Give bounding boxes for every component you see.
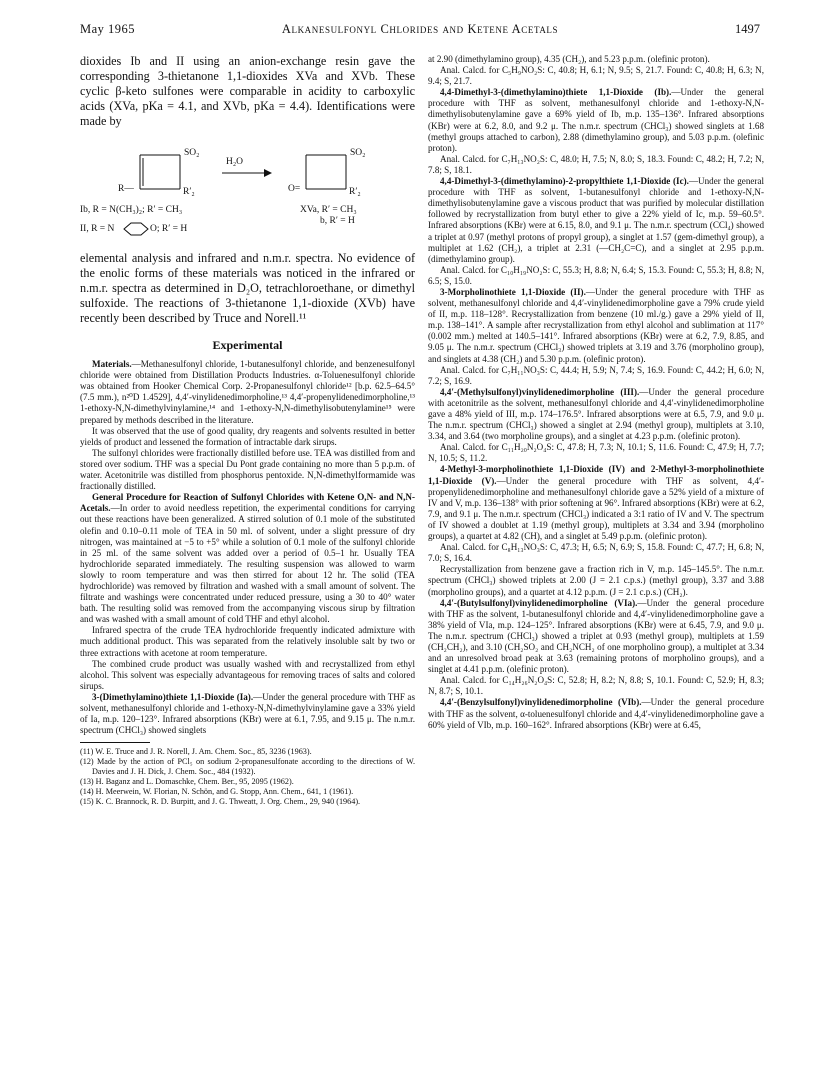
analysis-iv: Anal. Calcd. for C₈H₁₃NO₃S: C, 47.3; H, 6.5; N, 6.9; S, 15.8. Found: C, 47.7; H, 6.8; N, 7.0; S, 16.4. (428, 542, 764, 564)
intro-paragraph: dioxides Ib and II using an anion-exchange resin gave the corresponding 3-thietanone 1,1-dioxides XVa and XVb. These cyclic β-keto sulfones were comparable in acidity to carboxylic acids (XVa, pKa = 4.1, and XVb, pKa = 4.4). Identifications were made by (80, 54, 415, 128)
general-procedure-text: —In order to avoid needless repetition, the experimental conditions for carrying out these reactions have been generalized. A stirred solution of 0.1 mole of the substituted olefin and 0.10–0.11 mole of TEA in 50 ml. of solvent, under a slight pressure of dry nitrogen, was maintained at −5 to +5° while a solution of 0.1 mole of the sulfonyl chloride in 25 ml. of the same solvent was added over a period of 0.5–1 hr. Usually TEA hydrochloride separated immediately. The resulting suspension was allowed to warm slowly to room temperature and was then stirred for about 12 hr. The solid (TEA hydrochloride) was removed by filtration and washed with a small amount of solvent. The filtrate and washings were concentrated under reduced pressure, using a 30 to 40° water bath. The resulting solid was removed from the accompanying viscous sirup by filtration and was washed with a small amount of cold THF and ethyl alcohol. (80, 503, 415, 625)
compound-iv-v-text: —Under the general procedure with THF as solvent, 4,4′-propenylidenedimorpholine and methanesulfonyl chloride gave a 52% yield of a mixture of IV and V, m.p. 136–138° with prior softening at 96°. Infrared absorptions (KBr) were at 6.2, 7.9, and 9.1 μ. The n.m.r. spectrum (CHCl₃) indicated a 3:1 ratio of IV and V. The spectrum of IV showed a doublet at 1.19 (methyl group), multiplets at 3.34 and 3.94 (morpholino groups), a quartet at 4.82 (CH), and a singlet at 5.49 p.p.m. (olefinic proton). (428, 475, 765, 542)
compound-via-text: —Under the general procedure with THF as the solvent, 1-butanesulfonyl chloride and 4,4′-vinylidenedimorpholine gave a 38% yield of VIa, m.p. 124–125°. Infrared absorptions (KBr) were at 6.45, 7.9, and 9.0 μ. The n.m.r. spectrum (CHCl₃) showed a triplet at 0.93 (methyl group), multiplets at 1.59 (CH₂CH₂), and 3.10 (CH₂SO₂ and CH₂NCH₂ of one morpholino group), a multiplet at 3.34 and an unresolved broad peak at 3.63 (remaining protons of morpholino groups), and a singlet at 4.41 p.p.m. (olefinic proton). (428, 597, 765, 675)
compound-ic-text: —Under the general procedure with THF as solvent, 1-butanesulfonyl chloride and 1-ethoxy-N,N-dimethylisobutenylamine gave a viscous product that was purified by molecular distillation followed by recrystallization from butyl ether to give a 22% yield of Ic, m.p. 59–60.5°. Infrared absorptions (KBr) were at 6.15, 8.0, and 9.1 μ. The n.m.r. spectrum (CCl₄) showed a triplet at 0.97 (methyl protons of propyl group), a singlet at 1.57 (gem-dimethyl group), a multiplet at 1.62 (CH₂), a triplet at 2.31 (—CH₂C=C), and a singlet at 2.95 p.p.m. (dimethylamino group). (428, 176, 764, 264)
continued-paragraph: at 2.90 (dimethylamino group), 4.35 (CH₂), and 5.23 p.p.m. (olefinic proton). (428, 54, 710, 64)
compound-ii-label-b: O; R′ = H (150, 224, 188, 234)
compound-xvb-label: b, R′ = H (320, 216, 355, 226)
header-date: May 1965 (80, 22, 136, 36)
reaction-scheme (80, 135, 415, 245)
footnote-rule (80, 742, 150, 743)
compound-ii-paragraph (428, 287, 764, 365)
recrystallization-paragraph: Recrystallization from benzene gave a fraction rich in V, m.p. 145–145.5°. The n.m.r. spectrum (CHCl₃) showed triplets at 2.00 (J = 2.1 c.p.s.) (methyl group), 3.37 and 3.88 (morpholino groups), and a quartet at 4.12 p.p.m. (J = 2.1 c.p.s.) (CH₂). (428, 564, 764, 597)
compound-vib-text: —Under the general procedure with THF as the solvent, α-toluenesulfonyl chloride and 4,4′-vinylidenedimorpholine gave a 60% yield of VIb, m.p. 160–162°. Infrared absorptions (KBr) were at 6.45, (428, 697, 764, 730)
compound-ia-heading: 3-(Dimethylamino)thiete 1,1-Dioxide (Ia). (92, 691, 254, 702)
conclusion-paragraph: elemental analysis and infrared and n.m.r. spectra. No evidence of the enolic forms of these materials was noticed in the infrared or n.m.r. spectra as determined in D₂O, tetrachloroethane, or dimethyl sulfoxide. The reactions of 3-thietanone 1,1-dioxide (XVb) have recently been described by Truce and Norell.¹¹ (80, 251, 415, 325)
compound-ic-heading: 4,4-Dimethyl-3-(dimethylamino)-2-propylthiete 1,1-Dioxide (Ic). (440, 176, 689, 187)
materials-paragraph (80, 359, 415, 426)
compound-via-heading: 4,4′-(Butylsulfonyl)vinylidenedimorpholine (VIa). (440, 597, 638, 608)
compound-iii-heading: 4,4′-(Methylsulfonyl)vinylidenedimorpholine (III). (440, 386, 640, 397)
compound-iv-v-heading: 4-Methyl-3-morpholinothiete 1,1-Dioxide (IV) and 2-Methyl-3-morpholinothiete 1,1-Dioxide (V). (428, 464, 764, 486)
analysis-ic: Anal. Calcd. for C₁₀H₁₉NO₂S: C, 55.3; H, 8.8; N, 6.4; S, 15.3. Found: C, 55.3; H, 8.8; N, 6.5; S, 15.0. (428, 264, 764, 286)
quality-paragraph: It was observed that the use of good quality, dry reagents and solvents resulted in better yields of product and lessened the formation of intractable dark sirups. (80, 425, 415, 447)
materials-text: —Methanesulfonyl chloride, 1-butanesulfonyl chloride, and benzenesulfonyl chloride were obtained from Distillation Products Industries. α-Toluenesulfonyl chloride was obtained from Hooker Chemical Corp. 2-Propanesulfonyl chloride¹² [b.p. 62.5–64.5° (7.5 mm.), n²⁰D 1.4529], 4,4′-vinylidenedimorpholine,¹³ 4,4′-propenylidenedimorpholine,¹³ 1-ethoxy-N,N-dimethylvinylamine,¹⁴ and 1-ethoxy-N,N-dimethylisobutenylamine¹⁵ were prepared by methods described in the literature. (80, 359, 415, 425)
distillation-paragraph: The sulfonyl chlorides were fractionally distilled before use. TEA was distilled from and stored over sodium. THF was a special Du Pont grade containing no more than 5 p.p.m. of water. Acetonitrile was distilled from phosphorus pentoxide. N,N-dimethylformamide was fractionally distilled. (80, 447, 415, 492)
compound-vib-paragraph (428, 697, 764, 730)
compound-iii-paragraph (428, 387, 764, 442)
footnote: (15) K. C. Brannock, R. D. Burpitt, and J. G. Thweatt, J. Org. Chem., 29, 940 (1964). (80, 797, 361, 807)
compound-via-paragraph (428, 598, 764, 676)
footnote: (14) H. Meerwein, W. Florian, N. Schön, and G. Stopp, Ann. Chem., 641, 1 (1961). (80, 787, 354, 797)
compound-ib-heading: 4,4-Dimethyl-3-(dimethylamino)thiete 1,1-Dioxide (Ib). (440, 87, 672, 98)
footnote: (13) H. Baganz and L. Domaschke, Chem. Ber., 95, 2095 (1962). (80, 777, 294, 787)
infrared-paragraph: Infrared spectra of the crude TEA hydrochloride frequently indicated admixture with much additional product. This was separated from the relatively insoluble salt by two or three extractions with acetone at room temperature. (80, 625, 415, 658)
footnotes (80, 747, 415, 807)
rprime-left-label: R′₂ (183, 187, 195, 197)
compound-vib-heading: 4,4′-(Benzylsulfonyl)vinylidenedimorpholine (VIb). (440, 697, 642, 708)
compound-ii-text: —Under the general procedure with THF as solvent, methanesulfonyl chloride and 4,4′-vinylidenedimorpholine gave a 79% crude yield of II, m.p. 118–128°. Recrystallization from benzene (10 ml./g.) gave a 29% yield of II, m.p. 138–141°. A sample after recrystallization from ethyl alcohol and sublimation at 117° (0.002 mm.) melted at 140.5–141°. Infrared absorptions (KBr) were at 6.2, 7.9, 8.85, and 9.05 μ. The n.m.r. spectrum (CHCl₃) showed triplets at 3.19 and 3.76 (morpholino group), and singlets at 4.38 (CH₂) and 5.30 p.p.m. (olefinic proton). (428, 286, 764, 364)
compound-ii-label-a: II, R = N (80, 224, 115, 234)
general-procedure-heading: General Procedure for Reaction of Sulfonyl Chlorides with Ketene O,N- and N,N-Acetals. (80, 492, 415, 514)
compound-ia-text: —Under the general procedure with THF as solvent, methanesulfonyl chloride and 1-ethoxy-N,N-dimethylvinylamine gave a 33% yield of Ia, m.p. 120–123°. Infrared absorptions (KBr) were at 6.1, 7.95, and 9.15 μ. The n.m.r. spectrum (CHCl₃) showed singlets (80, 691, 415, 736)
compound-iii-text: —Under the general procedure with acetonitrile as the solvent, methanesulfonyl chloride and 4,4′-vinylidenedimorpholine gave a 48% yield of III, m.p. 174–176.5°. Infrared absorptions were at 6.5, 7.9, and 9.0 μ. The n.m.r. spectrum (CHCl₃) showed a singlet at 2.94 (methyl group), multiplets at 3.10, 3.34, and 3.64 (two morpholine groups), and a singlet at 4.23 p.p.m. (olefinic proton). (428, 386, 764, 442)
combined-product-paragraph: The combined crude product was usually washed with and recrystallized from ethyl alcohol. This solvent was especially advantageous for removing traces of salts and colored sirups. (80, 658, 415, 691)
header-title: Alkanesulfonyl Chlorides and Ketene Acetals (281, 22, 559, 36)
so2-right-label: SO₂ (350, 148, 366, 158)
compound-iv-v-paragraph (428, 464, 764, 542)
compound-xva-label: XVa, R′ = CH₃ (300, 205, 357, 215)
running-header (80, 22, 760, 42)
compound-ib-text: —Under the general procedure with THF as solvent, methanesulfonyl chloride and 1-ethoxy-N,N-dimethylisobutenylamine gave a 69% yield of Ib, m.p. 135–136°. Infrared absorptions (KBr) were at 6.2, 8.0, and 9.2 μ. The n.m.r. spectrum (CHCl₃) showed singlets at 1.68 (methyl groups attached to carbon), 2.88 (dimethylamino group), and 5.03 p.p.m. (olefinic proton). (428, 87, 764, 153)
so2-left-label: SO₂ (184, 148, 200, 158)
rprime-right-label: R′₂ (349, 187, 361, 197)
materials-heading: Materials. (92, 359, 132, 370)
header-page-number: 1497 (735, 22, 760, 36)
compound-ic-paragraph (428, 176, 764, 265)
compound-ii-heading: 3-Morpholinothiete 1,1-Dioxide (II). (440, 286, 586, 297)
analysis-iii: Anal. Calcd. for C₁₁H₂₀N₂O₄S: C, 47.8; H, 7.3; N, 10.1; S, 11.6. Found: C, 47.9; H, 7.7; N, 10.5; S, 11.2. (428, 442, 764, 464)
oxo-label: O= (288, 184, 301, 194)
section-heading: Experimental (212, 338, 283, 352)
analysis-via: Anal. Calcd. for C₁₄H₂₆N₂O₄S: C, 52.8; H, 8.2; N, 8.8; S, 10.1. Found: C, 52.9; H, 8.3; N, 8.7; S, 10.1. (428, 675, 764, 697)
compound-ia-paragraph (80, 692, 415, 736)
footnote: (12) Made by the action of PCl₅ on sodium 2-propanesulfonate according to the directions of W. Davies and J. H. Dick, J. Chem. Soc., 484 (1932). (80, 757, 415, 777)
reagent-label: H₂O (226, 157, 244, 167)
left-column (80, 54, 415, 807)
analysis-ii: Anal. Calcd. for C₇H₁₁NO₃S: C, 44.4; H, 5.9; N, 7.4; S, 16.9. Found: C, 44.2; H, 6.0; N, 7.2; S, 16.9. (428, 364, 764, 386)
analysis-ia: Anal. Calcd. for C₅H₉NO₂S: C, 40.8; H, 6.1; N, 9.5; S, 21.7. Found: C, 40.8; H, 6.3; N, 9.4; S, 21.7. (428, 65, 764, 87)
compound-ib-paragraph (428, 87, 764, 154)
right-column (428, 54, 764, 731)
analysis-ib: Anal. Calcd. for C₇H₁₃NO₂S: C, 48.0; H, 7.5; N, 8.0; S, 18.3. Found: C, 48.2; H, 7.2; N, 7.8; S, 18.1. (428, 153, 764, 175)
footnote: (11) W. E. Truce and J. R. Norell, J. Am. Chem. Soc., 85, 3236 (1963). (80, 747, 312, 757)
general-procedure-paragraph (80, 492, 415, 625)
compound-ib-label: Ib, R = N(CH₃)₂; R′ = CH₃ (80, 205, 183, 215)
r-substituent-label: R— (118, 184, 134, 194)
